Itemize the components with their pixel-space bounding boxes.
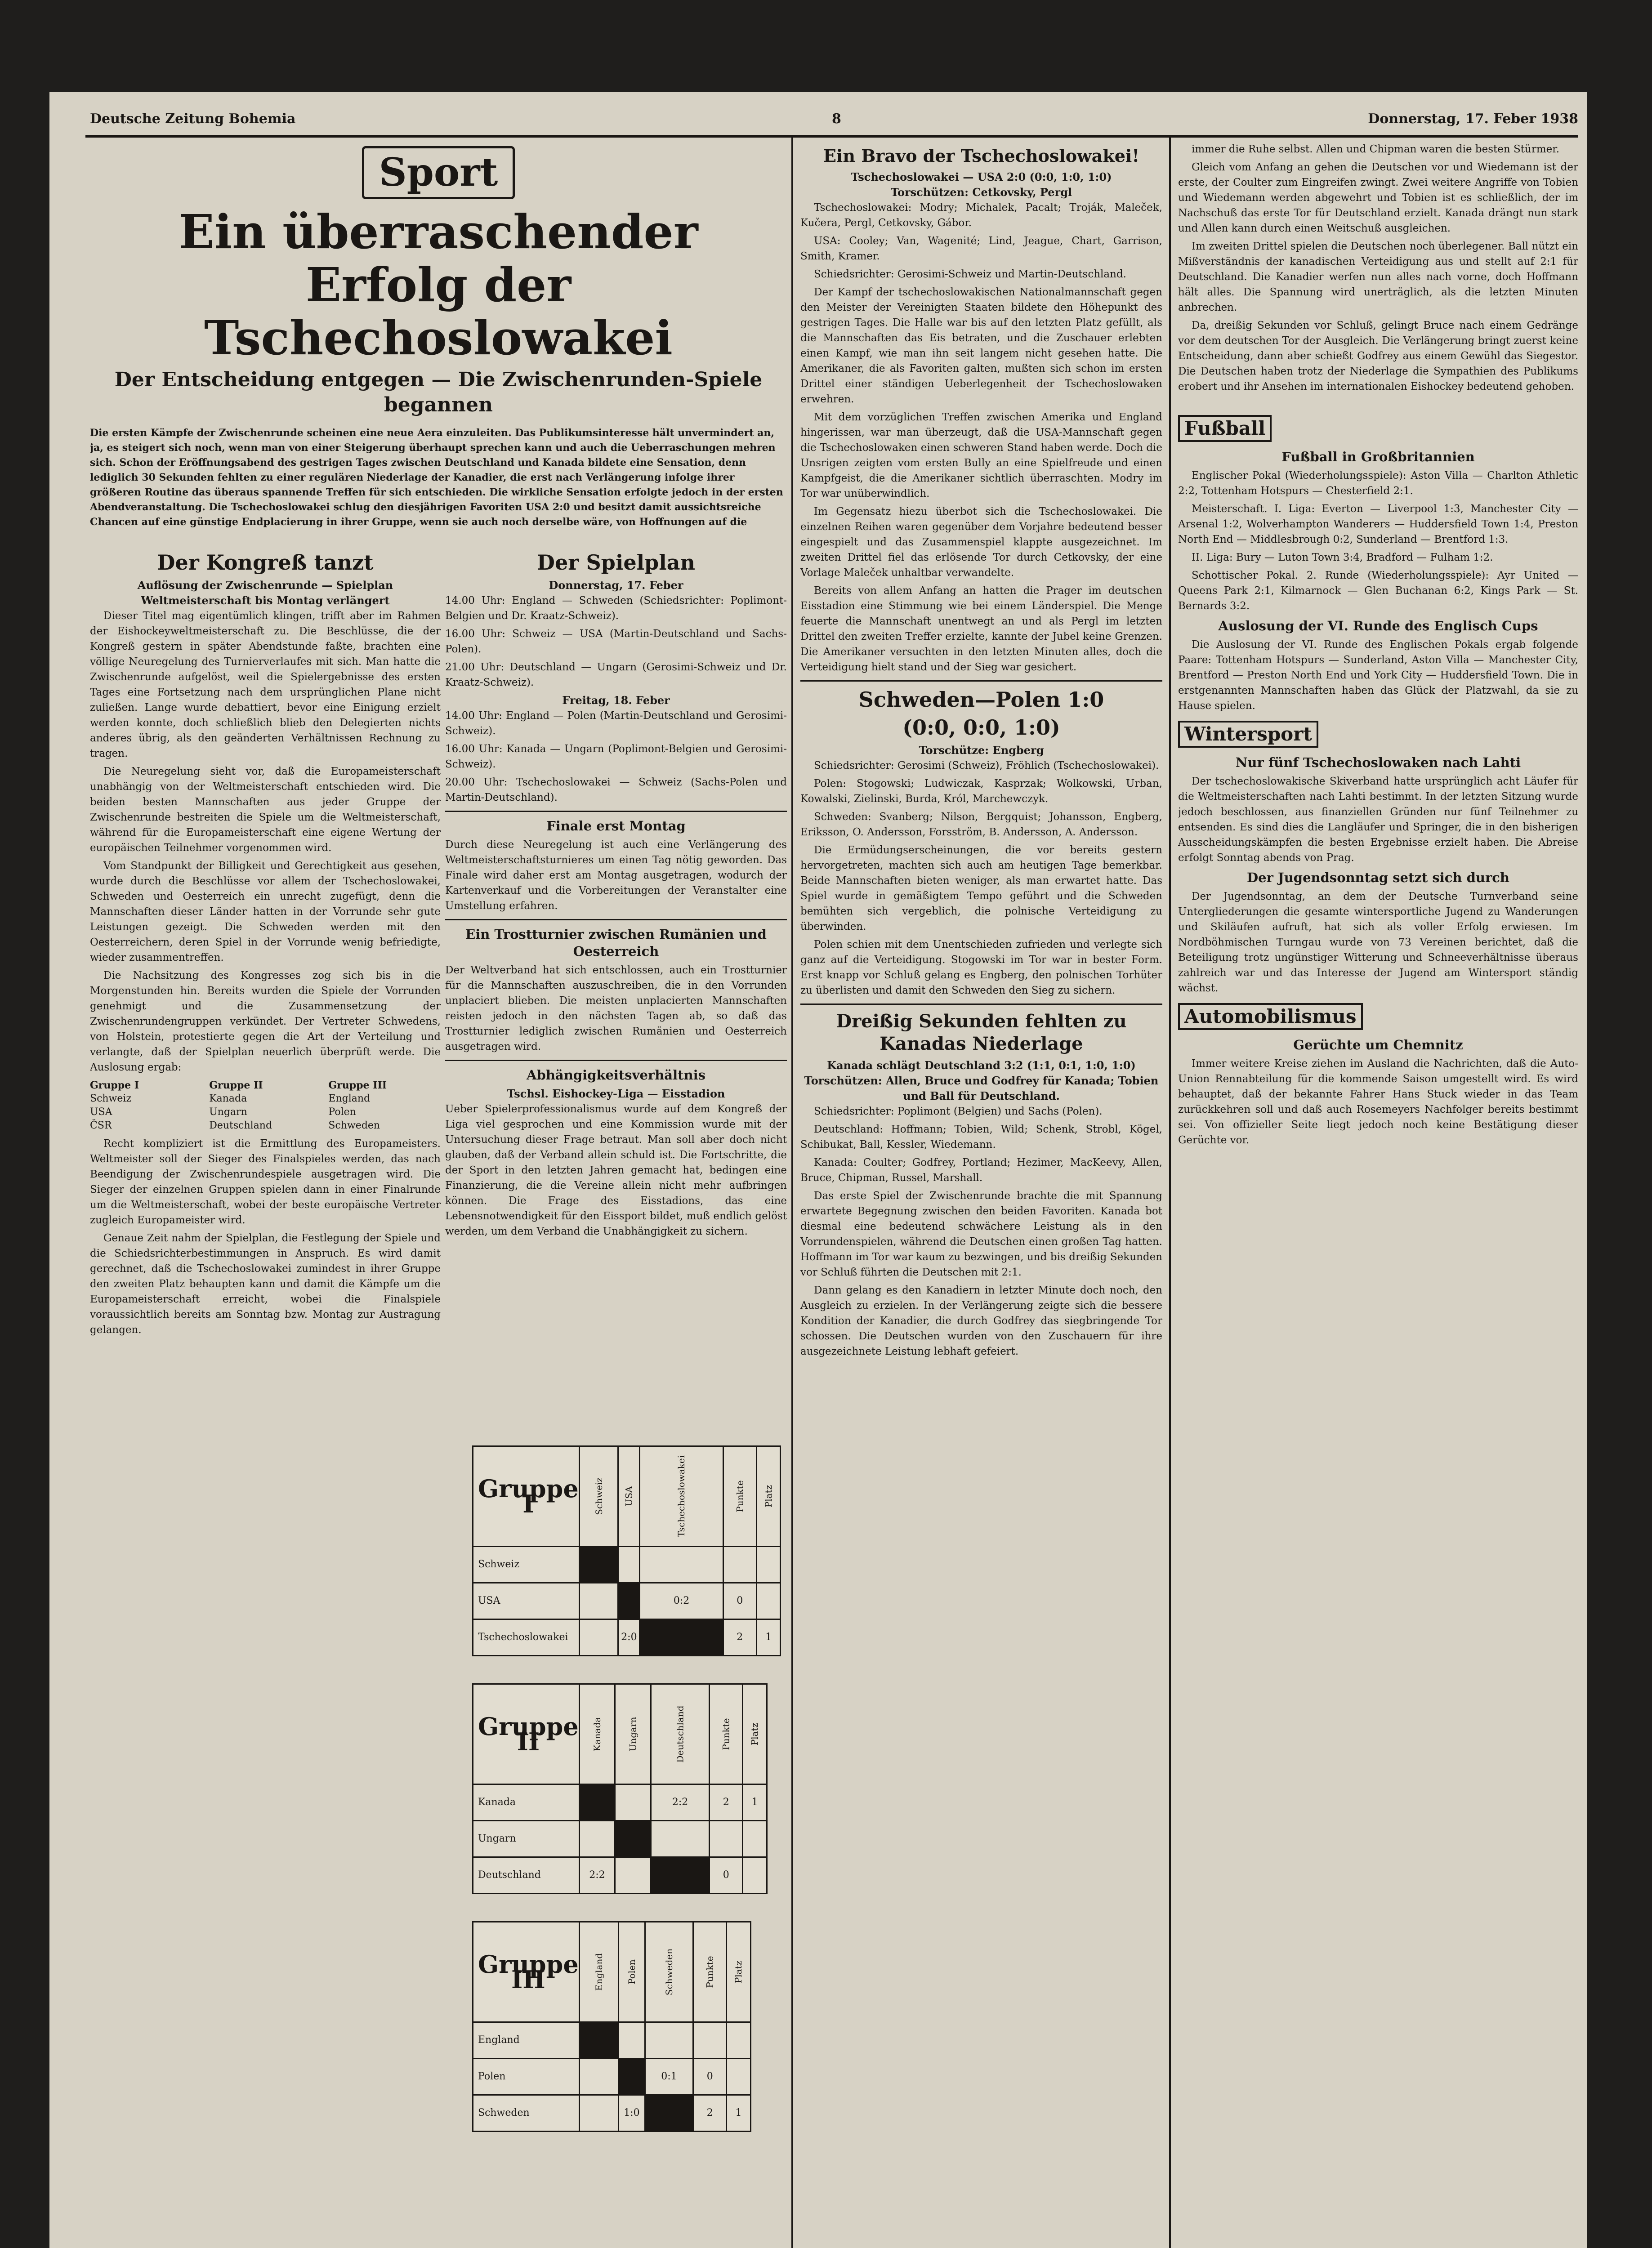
- group-table-cell: [723, 1547, 756, 1583]
- abhaengigkeit-subtitle: Tschsl. Eishockey-Liga — Eisstadion: [507, 1087, 725, 1100]
- kanada-title: Dreißig Sekunden fehlten zu Kanadas Niederlage: [836, 1011, 1127, 1054]
- group-table-team: England: [473, 2022, 580, 2059]
- auslosung-text: Die Auslosung der VI. Runde des Englischen Pokals ergab folgende Paare: Tottenham Hotspurs — Sunderland, Aston Villa — Manchester City, Brentford — Preston North End und York City — Huddersfield Town. Die in erstgenannten Mannschaften haben das Glück der Platzwahl, da sie zu Hause spielen.: [1178, 639, 1578, 712]
- match-reports-column: [800, 142, 1162, 2248]
- group-table-cell: 1: [743, 1784, 767, 1821]
- fussball-item: Schottischer Pokal. 2. Runde (Wiederholungsspiele): Ayr United — Queens Park 2:1, Kilmarnock — Glen Buchanan 6:2, Kings Park — St. Bernards 3:2.: [1178, 570, 1578, 612]
- continuation-paragraph: immer die Ruhe selbst. Allen und Chipman waren die besten Stürmer.: [1192, 143, 1560, 155]
- group-table-column-header: Schweiz: [579, 1446, 618, 1547]
- spielplan-column: [445, 546, 787, 1423]
- group-table-column-header: Punkte: [710, 1684, 743, 1784]
- group-table-cell: [743, 1821, 767, 1857]
- abhaengigkeit-title: Abhängigkeitsverhältnis: [527, 1067, 705, 1083]
- group-table-cell: [727, 2059, 750, 2095]
- group-table-cell: 1:0: [619, 2095, 645, 2132]
- group-table-row: [473, 2095, 751, 2132]
- kongress-paragraph: Die Neuregelung sieht vor, daß die Europameisterschaft unabhängig von der Weltmeisterschaft entschieden wird. Die beiden besten Mannschaften aus jeder Gruppe der Zwischenrunde bestreiten die Spiele um die Weltmeisterschaft, während für die Europameisterschaft eine eigene Wertung der europäischen Teilnehmer vorgenommen wird.: [90, 766, 441, 854]
- fussball-subtitle: Fußball in Großbritannien: [1281, 449, 1475, 464]
- lead-story: [90, 142, 787, 528]
- spielplan-item: 16.00 Uhr: Kanada — Ungarn (Poplimont-Belgien und Gerosimi-Schweiz).: [445, 743, 787, 770]
- group-table-cell: 0: [710, 1857, 743, 1894]
- group-table-column-header: Deutschland: [651, 1684, 710, 1784]
- bravo-lineup: USA: Cooley; Van, Wagenité; Lind, Jeague, Chart, Garrison, Smith, Kramer.: [800, 235, 1162, 262]
- group-draw-1: [90, 1079, 202, 1133]
- group-table-blank-cell: [645, 2095, 693, 2132]
- kanada-lineup: Kanada: Coulter; Godfrey, Portland; Hezimer, MacKeevy, Allen, Bruce, Chipman, Russel, Marshall.: [800, 1157, 1162, 1184]
- group-table-column-header: Platz: [756, 1446, 780, 1547]
- group-table-cell: 0: [693, 2059, 727, 2095]
- bravo-scorers: Torschützen: Cetkovsky, Pergl: [890, 186, 1072, 199]
- spielplan-day: Freitag, 18. Feber: [562, 694, 670, 707]
- group-table-column-header: Punkte: [693, 1922, 727, 2022]
- group-table-row: [473, 2022, 751, 2059]
- kongress-title: Der Kongreß tanzt: [157, 550, 374, 575]
- spielplan-item: 20.00 Uhr: Tschechoslowakei — Schweiz (Sachs-Polen und Martin-Deutschland).: [445, 776, 787, 803]
- group-table-column-header: Kanada: [579, 1684, 615, 1784]
- group-table-title: Gruppe I: [473, 1446, 580, 1547]
- spielplan-item: 14.00 Uhr: England — Polen (Martin-Deutschland und Gerosimi-Schweiz).: [445, 710, 787, 737]
- kanada-paragraph: Dann gelang es den Kanadiern in letzter Minute doch noch, den Ausgleich zu erzielen. In der Verlängerung zeigte sich die bessere Kondition der Kanadier, die durch Godfrey das siegbringende Tor schossen. Die Deutschen wurden von den Zuschauern für ihre ausgezeichnete Leistung lebhaft gefeiert.: [800, 1285, 1162, 1357]
- group-table-title: Gruppe II: [473, 1684, 580, 1784]
- bravo-result: Tschechoslowakei — USA 2:0 (0:0, 1:0, 1:0): [851, 170, 1112, 183]
- group-table-cell: [710, 1821, 743, 1857]
- fussball-item: Englischer Pokal (Wiederholungsspiele): Aston Villa — Charlton Athletic 2:2, Tottenham Hotspurs — Chesterfield 2:1.: [1178, 470, 1578, 497]
- spielplan-item: 14.00 Uhr: England — Schweden (Schiedsrichter: Poplimont-Belgien und Dr. Kraatz-Schweiz).: [445, 595, 787, 622]
- group-table-column-header: USA: [618, 1446, 640, 1547]
- bravo-lineup: Schiedsrichter: Gerosimi-Schweiz und Martin-Deutschland.: [814, 268, 1126, 280]
- group-draw-team: ČSR: [90, 1120, 112, 1131]
- group-table-row: [473, 1857, 767, 1894]
- group-table-cell: 2: [723, 1619, 756, 1656]
- schweden-polen-score: (0:0, 0:0, 1:0): [902, 715, 1060, 740]
- jugend-title: Der Jugendsonntag setzt sich durch: [1247, 870, 1509, 885]
- group-draw-2: [209, 1079, 321, 1133]
- bravo-title: Ein Bravo der Tschechoslowakei!: [823, 146, 1140, 166]
- group-table-blank-cell: [579, 2022, 618, 2059]
- schweden-polen-lineup: Schweden: Svanberg; Nilson, Bergquist; Johansson, Engberg, Eriksson, O. Andersson, Forsström, B. Andersson, A. Andersson.: [800, 811, 1162, 838]
- bravo-paragraph: Mit dem vorzüglichen Treffen zwischen Amerika und England hingerissen, war man überzeugt, daß die USA-Mannschaft gegen die Tschechoslowaken einen schweren Stand haben werde. Doch die Unsrigen zeigten vom ersten Bully an eine Spielfreude und einen Kampfgeist, die die Amerikaner sichtlich überraschten. Modry im Tor war unüberwindlich.: [800, 411, 1162, 500]
- bravo-paragraph: Bereits von allem Anfang an hatten die Prager im deutschen Eisstadion eine Stimmung wie bei einem Länderspiel. Die Menge feuerte die Mannschaft unentwegt an und als Pergl im letzten Drittel den zweiten Treffer erzielte, kannte der Jubel keine Grenzen. Die Amerikaner versuchten in den letzten Minuten alles, doch die Verteidigung hielt stand und der Sieg war gesichert.: [800, 585, 1162, 673]
- kongress-paragraph: Dieser Titel mag eigentümlich klingen, trifft aber im Rahmen der Eishockeyweltmeisterschaft zu. Die Beschlüsse, die der Kongreß gestern in später Abendstunde faßte, brachten eine völlige Neuregelung des Turnierverlaufes mit sich. Man hatte die Zwischenrunde aufgelöst, weil die Spielergebnisse des ersten Tages eine Fortsetzung nach dem ursprünglichen Plane nicht zuließen. Lange wurde debattiert, bevor eine Einigung erzielt werden konnte, doch schließlich blieb den Delegierten nichts anderes übrig, als den geänderten Verhältnissen Rechnung zu tragen.: [90, 610, 441, 759]
- group-table-cell: [579, 1619, 618, 1656]
- group-table-blank-cell: [651, 1857, 710, 1894]
- group-table-cell: 0:2: [640, 1583, 723, 1619]
- group-draw-team: USA: [90, 1106, 112, 1118]
- bravo-lineup: Tschechoslowakei: Modry; Michalek, Pacalt; Troják, Maleček, Kučera, Pergl, Cetkovsky, Gábor.: [800, 202, 1162, 229]
- group-tables: [445, 1445, 787, 2248]
- group-table-blank-cell: [618, 1583, 640, 1619]
- kanada-result: Kanada schlägt Deutschland 3:2 (1:1, 0:1, 1:0, 1:0): [827, 1059, 1136, 1072]
- kongress-paragraph: Recht kompliziert ist die Ermittlung des Europameisters. Weltmeister soll der Sieger des Finalspieles werden, das nach Beendigung der Zwischenrundespiele ausgetragen wird. Die Sieger der einzelnen Gruppen spielen dann in einer Finalrunde um die Weltmeisterschaft, wobei der beste europäische Vertreter zugleich Europameister wird.: [90, 1138, 441, 1226]
- group-table-cell: [693, 2022, 727, 2059]
- group-table-team: USA: [473, 1583, 580, 1619]
- group-table-cell: [579, 1583, 618, 1619]
- wintersport-text: Der tschechoslowakische Skiverband hatte ursprünglich acht Läufer für die Weltmeisterschaften nach Lahti bestimmt. In der letzten Sitzung wurde jedoch beschlossen, aus finanziellen Gründen nur fünf Teilnehmer zu entsenden. Es sind dies die Langläufer und Springer, die in den bisherigen Ausscheidungskämpfen die besten Ergebnisse erzielt haben. Die Abreise erfolgt Sonntag abends von Prag.: [1178, 776, 1578, 864]
- header-date: Donnerstag, 17. Feber 1938: [1368, 111, 1578, 127]
- group-draw-title: Gruppe II: [209, 1079, 263, 1091]
- group-table-2: [472, 1683, 768, 1894]
- group-draw-title: Gruppe III: [328, 1079, 387, 1091]
- automobil-text: Immer weitere Kreise ziehen im Ausland die Nachrichten, daß die Auto-Union Rennabteilung für die kommende Saison umgestellt wird. Es wird behauptet, daß der bekannte Fahrer Hans Stuck wieder in das Team zurückkehren soll und daß auch Rosemeyers Nachfolger bereits bestimmt sei. Von offizieller Seite liegt jedoch noch keine Bestätigung dieser Gerüchte vor.: [1178, 1058, 1578, 1146]
- wintersport-title: Wintersport: [1178, 721, 1318, 748]
- group-table-column-header: Polen: [619, 1922, 645, 2022]
- group-table-blank-cell: [579, 1547, 618, 1583]
- trostturnier-title: Ein Trostturnier zwischen Rumänien und Oesterreich: [465, 927, 767, 959]
- group-table-blank-cell: [640, 1619, 723, 1656]
- group-draw-team: Deutschland: [209, 1120, 272, 1131]
- kanada-scorers: Torschützen: Allen, Bruce und Godfrey für Kanada; Tobien und Ball für Deutschland.: [804, 1074, 1159, 1102]
- trostturnier-text: Der Weltverband hat sich entschlossen, auch ein Trostturnier für die Mannschaften auszuschreiben, die in den Vorrunden unplaciert blieben. Die meisten unplacierten Mannschaften reisten jedoch in den nächsten Tagen ab, so daß das Trostturnier lediglich zwischen Rumänien und Oesterreich ausgetragen wird.: [445, 964, 787, 1053]
- group-table-cell: 2: [710, 1784, 743, 1821]
- group-table-column-header: Platz: [743, 1684, 767, 1784]
- group-table-team: Kanada: [473, 1784, 580, 1821]
- group-table-cell: [579, 1821, 615, 1857]
- group-table-blank-cell: [619, 2059, 645, 2095]
- separator: [800, 1004, 1162, 1005]
- spielplan-item: 21.00 Uhr: Deutschland — Ungarn (Gerosimi-Schweiz und Dr. Kraatz-Schweiz).: [445, 661, 787, 688]
- header-left: Deutsche Zeitung Bohemia: [90, 111, 296, 127]
- bravo-paragraph: Im Gegensatz hiezu überbot sich die Tschechoslowakei. Die einzelnen Reihen waren gegenüber dem Vorjahre bedeutend besser eingespielt und das Zusammenspiel klappte ausgezeichnet. Im zweiten Drittel fiel das erlösende Tor durch Cetkovsky, der eine Vorlage Maleček unhaltbar verwandelte.: [800, 506, 1162, 579]
- kanada-lineup: Deutschland: Hoffmann; Tobien, Wild; Schenk, Strobl, Kögel, Schibukat, Ball, Kessler, Wiedemann.: [800, 1124, 1162, 1151]
- group-table-cell: [579, 2095, 618, 2132]
- group-table-1: [472, 1445, 781, 1656]
- group-table-cell: [743, 1857, 767, 1894]
- group-table-column-header: Schweden: [645, 1922, 693, 2022]
- group-table-cell: [651, 1821, 710, 1857]
- lead-intro: Die ersten Kämpfe der Zwischenrunde scheinen eine neue Aera einzuleiten. Das Publikumsinteresse hält unvermindert an, ja, es steigert sich noch, wenn man von einer Steigerung überhaupt sprechen kann und auch die Ueberraschungen mehren sich. Schon der Eröffnungsabend des gestrigen Tages zwischen Deutschland und Kanada bildete eine Sensation, denn lediglich 30 Sekunden fehlten zu einer regulären Niederlage der Kanadier, die erst nach Verlängerung infolge ihrer größeren Routine das überaus spannende Treffen für sich entschieden. Die wirkliche Sensation erfolgte jedoch in der ersten Abendveranstaltung. Die Tschechoslowakei schlug den diesjährigen Favoriten USA 2:0 und besitzt damit aussichtsreiche Chancen auf eine günstige Endplacierung in ihrer Gruppe, wenn sie auch noch derselbe wäre, von Hoffnungen auf die: [90, 427, 783, 528]
- group-table-column-header: Ungarn: [615, 1684, 651, 1784]
- spielplan-day: Donnerstag, 17. Feber: [549, 579, 683, 592]
- abhaengigkeit-text: Ueber Spielerprofessionalismus wurde auf dem Kongreß der Liga viel gesprochen und eine Kommission wurde mit der Untersuchung dieser Frage betraut. Man soll aber doch nicht glauben, daß der Verband allein schuld ist. Die Fortschritte, die der Sport in den letzten Jahren gemacht hat, bedingen eine Finanzierung, die die Vereine allein nicht mehr aufbringen können. Die Frage des Eisstadions, das eine Lebensnotwendigkeit für den Eissport bildet, muß endlich gelöst werden, um dem Verband die Unabhängigkeit zu sichern.: [445, 1103, 787, 1237]
- group-table-cell: 1: [756, 1619, 780, 1656]
- group-table-team: Ungarn: [473, 1821, 580, 1857]
- group-table-cell: 2:2: [651, 1784, 710, 1821]
- group-table-cell: 2: [693, 2095, 727, 2132]
- automobil-title: Automobilismus: [1178, 1003, 1363, 1030]
- group-table-cell: [727, 2022, 750, 2059]
- group-table-cell: [756, 1583, 780, 1619]
- group-table-team: Schweden: [473, 2095, 580, 2132]
- group-table-cell: [615, 1857, 651, 1894]
- separator: [445, 811, 787, 812]
- schweden-polen-lineup: Polen: Stogowski; Ludwiczak, Kasprzak; Wolkowski, Urban, Kowalski, Zielinski, Burda, Król, Marchewczyk.: [800, 778, 1162, 805]
- wintersport-subtitle: Nur fünf Tschechoslowaken nach Lahti: [1235, 755, 1521, 770]
- column-rule-2: [1169, 137, 1171, 2248]
- lead-subheadline: Der Entscheidung entgegen — Die Zwischenrunden-Spiele begannen: [114, 368, 763, 416]
- group-table-cell: [645, 2022, 693, 2059]
- kongress-article: [90, 546, 441, 2248]
- group-table-column-header: Tschechoslowakei: [640, 1446, 723, 1547]
- group-draw-3: [328, 1079, 441, 1133]
- header-rule: [85, 135, 1578, 138]
- fussball-item: II. Liga: Bury — Luton Town 3:4, Bradford — Fulham 1:2.: [1192, 552, 1493, 563]
- separator: [800, 680, 1162, 682]
- group-table-column-header: Punkte: [723, 1446, 756, 1547]
- group-table-cell: [618, 1547, 640, 1583]
- group-table-row: [473, 2059, 751, 2095]
- group-table-cell: 2:2: [579, 1857, 615, 1894]
- fussball-title: Fußball: [1178, 415, 1272, 442]
- group-table-blank-cell: [615, 1821, 651, 1857]
- group-draw-team: England: [328, 1093, 371, 1104]
- finale-text: Durch diese Neuregelung ist auch eine Verlängerung des Weltmeisterschaftsturnieres um einen Tag nötig geworden. Das Finale wird daher erst am Montag ausgetragen, wodurch der Kartenverkauf und die Vorbereitungen der Veranstalter eine Umstellung erfahren.: [445, 839, 787, 912]
- right-column: [1178, 142, 1578, 2248]
- group-draw: [90, 1079, 441, 1133]
- group-table-3: [472, 1921, 751, 2132]
- bravo-paragraph: Der Kampf der tschechoslowakischen Nationalmannschaft gegen den Meister der Vereinigten Staaten bildete den Höhepunkt des gestrigen Tages. Die Halle war bis auf den letzten Platz gefüllt, als die Mannschaften das Eis betraten, und die Zuschauer erlebten einen Kampf, wie man ihn seit langem nicht gesehen hatte. Die Amerikaner, die als Favoriten galten, mußten sich schon im ersten Drittel einer ständigen Ueberlegenheit der Tschechoslowaken erwehren.: [800, 286, 1162, 405]
- group-table-cell: 2:0: [618, 1619, 640, 1656]
- group-draw-team: Polen: [328, 1106, 356, 1118]
- column-rule-1: [791, 137, 793, 2248]
- group-table-row: [473, 1821, 767, 1857]
- group-table-cell: [579, 2059, 618, 2095]
- newspaper-page: [49, 92, 1587, 2248]
- lead-headline: Ein überraschender Erfolg der Tschechoslowakei: [179, 204, 698, 366]
- kanada-paragraph: Das erste Spiel der Zwischenrunde brachte die mit Spannung erwartete Begegnung zwischen den beiden Favoriten. Kanada bot diesmal eine bedeutend schwächere Leistung als in den Vorrundenspielen, während die Deutschen einen großen Tag hatten. Hoffmann im Tor war kaum zu bezwingen, und bis dreißig Sekunden vor Schluß führten die Deutschen mit 2:1.: [800, 1190, 1162, 1278]
- group-table-cell: [756, 1547, 780, 1583]
- automobil-subtitle: Gerüchte um Chemnitz: [1293, 1037, 1463, 1053]
- group-draw-team: Schweden: [328, 1120, 380, 1131]
- group-draw-team: Ungarn: [209, 1106, 247, 1118]
- finale-title: Finale erst Montag: [546, 818, 686, 834]
- continuation-paragraph: Gleich vom Anfang an gehen die Deutschen vor und Wiedemann ist der erste, der Coulter zum Eingreifen zwingt. Zwei weitere Angriffe von Tobien und Wiedemann werden abgewehrt und Tobien ist es schließlich, der im Nachschuß das erste Tor für Deutschland erzielt. Kanada drängt nun stark und Allen kann durch einen Weitschuß ausgleichen.: [1178, 161, 1578, 234]
- schweden-polen-lineup: Schiedsrichter: Gerosimi (Schweiz), Fröhlich (Tschechoslowakei).: [814, 760, 1159, 772]
- group-table-team: Tschechoslowakei: [473, 1619, 580, 1656]
- kongress-paragraph: Vom Standpunkt der Billigkeit und Gerechtigkeit aus gesehen, wurde durch die Beschlüsse vor allem der Tschechoslowakei, Schweden und Oesterreich ein unrecht zugefügt, denn die Mannschaften dieser Länder hatten in der Vorrunde sehr gute Leistungen gezeigt. Die Schweden werden mit den Oesterreichern, deren Spiel in der Vorrunde wenig befriedigte, wieder zusammentreffen.: [90, 860, 441, 963]
- separator: [445, 1060, 787, 1061]
- continuation-paragraph: Da, dreißig Sekunden vor Schluß, gelingt Bruce nach einem Gedränge vor dem deutschen Tor der Ausgleich. Die Verlängerung bringt zuerst keine Entscheidung, dann aber schießt Godfrey aus einem Gewühl das Siegestor. Die Deutschen haben trotz der Niederlage die Sympathien des Publikums erobert und ihr Ansehen im internationalen Eishockey bedeutend gehoben.: [1178, 320, 1578, 393]
- auslosung-title: Auslosung der VI. Runde des Englisch Cups: [1218, 618, 1538, 633]
- schweden-polen-paragraph: Die Ermüdungserscheinungen, die vor bereits gestern hervorgetreten, machten sich auch am heutigen Tage bemerkbar. Beide Mannschaften bieten weniger, als man erwartet hatte. Das Spiel wurde in gemäßigtem Tempo geführt und die Schweden bemühten sich vergeblich, die polnische Verteidigung zu überwinden.: [800, 844, 1162, 932]
- sport-masthead: Sport: [362, 146, 515, 199]
- group-table-cell: [615, 1784, 651, 1821]
- group-table-team: Polen: [473, 2059, 580, 2095]
- group-draw-title: Gruppe I: [90, 1079, 139, 1091]
- group-table-cell: [619, 2022, 645, 2059]
- jugend-text: Der Jugendsonntag, an dem der Deutsche Turnverband seine Untergliederungen die gesamte wintersportliche Jugend zu Wanderungen und Skiläufen aufruft, hat sich als voller Erfolg erwiesen. Im Nordböhmischen Turngau wurde von 73 Vereinen berichtet, daß die Beteiligung trotz ungünstiger Witterung und Schneeverhältnisse überaus zahlreich war und das Interesse der Jugend am Wintersport ständig wächst.: [1178, 891, 1578, 994]
- group-table-title: Gruppe III: [473, 1922, 580, 2022]
- group-table-row: [473, 1583, 781, 1619]
- group-table-team: Deutschland: [473, 1857, 580, 1894]
- fussball-item: Meisterschaft. I. Liga: Everton — Liverpool 1:3, Manchester City — Arsenal 1:2, Wolverhampton Wanderers — Huddersfield Town 1:4, Preston North End — Middlesbrough 0:2, Sunderland — Brentford 1:3.: [1178, 503, 1578, 545]
- group-table-row: [473, 1784, 767, 1821]
- schweden-polen-title: Schweden—Polen 1:0: [858, 687, 1104, 712]
- kongress-paragraph: Die Nachsitzung des Kongresses zog sich bis in die Morgenstunden hin. Bereits wurden die Spiele der Vorrunden genehmigt und die Zusammensetzung der Zwischenrundengruppen verkündet. Der Vertreter Schwedens, von Holstein, protestierte gegen die Art der Verteilung und verlangte, daß der Spielplan neuerlich überprüft werde. Die Auslosung ergab:: [90, 970, 441, 1073]
- group-table-team: Schweiz: [473, 1547, 580, 1583]
- spielplan-title: Der Spielplan: [537, 550, 695, 575]
- kongress-subtitle: Auflösung der Zwischenrunde — Spielplan Weltmeisterschaft bis Montag verlängert: [137, 579, 393, 607]
- group-draw-team: Schweiz: [90, 1093, 132, 1104]
- group-table-row: [473, 1547, 781, 1583]
- group-draw-team: Kanada: [209, 1093, 247, 1104]
- group-table-cell: [640, 1547, 723, 1583]
- spielplan-item: 16.00 Uhr: Schweiz — USA (Martin-Deutschland und Sachs-Polen).: [445, 628, 787, 655]
- continuation-paragraph: Im zweiten Drittel spielen die Deutschen noch überlegener. Ball nützt ein Mißverständnis der kanadischen Verteidigung aus und stellt auf 2:1 für Deutschland. Die Kanadier werfen nun alles nach vorne, doch Hoffmann hält alles. Die Spannung wird unerträglich, als die letzten Minuten anbrechen.: [1178, 241, 1578, 313]
- separator: [445, 919, 787, 920]
- group-table-blank-cell: [579, 1784, 615, 1821]
- group-table-cell: 1: [727, 2095, 750, 2132]
- kongress-paragraph: Genaue Zeit nahm der Spielplan, die Festlegung der Spiele und die Schiedsrichterbestimmungen in Anspruch. Es wird damit gerechnet, daß die Tschechoslowakei zumindest in ihrer Gruppe den zweiten Platz behaupten kann und damit die Kämpfe um die Europameisterschaft erreicht, wobei die Finalspiele voraussichtlich bereits am Sonntag bzw. Montag zur Austragung gelangen.: [90, 1232, 441, 1336]
- group-table-cell: 0: [723, 1583, 756, 1619]
- group-table-column-header: Platz: [727, 1922, 750, 2022]
- header-page-number: 8: [832, 111, 841, 127]
- group-table-row: [473, 1619, 781, 1656]
- group-table-cell: 0:1: [645, 2059, 693, 2095]
- kanada-lineup: Schiedsrichter: Poplimont (Belgien) und Sachs (Polen).: [814, 1106, 1103, 1117]
- schweden-polen-scorers: Torschütze: Engberg: [919, 744, 1044, 757]
- group-table-column-header: England: [579, 1922, 618, 2022]
- schweden-polen-paragraph: Polen schien mit dem Unentschieden zufrieden und verlegte sich ganz auf die Verteidigung. Stogowski im Tor war in bester Form. Erst knapp vor Schluß gelang es Engberg, den polnischen Torhüter zu überlisten und damit den Schweden den Sieg zu sichern.: [800, 939, 1162, 996]
